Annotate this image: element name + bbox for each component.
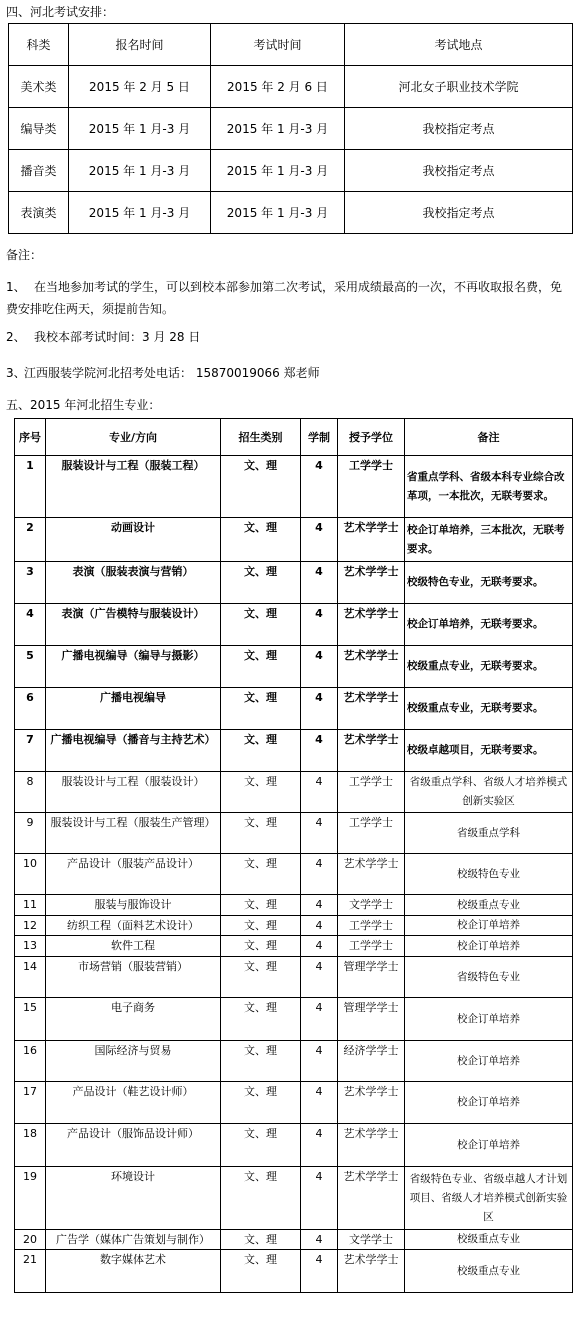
table-row (15, 730, 573, 772)
table-row (9, 66, 573, 108)
table-row (9, 108, 573, 150)
table-cell-type: 文、理 (221, 957, 301, 998)
section5-title: 五、2015 年河北招生专业： (6, 398, 161, 412)
table-row (15, 1250, 573, 1293)
table-cell-type: 文、理 (221, 688, 301, 730)
table-cell: 我校指定考点 (345, 192, 573, 234)
table-cell-type: 文、理 (221, 456, 301, 518)
table-cell-note: 省级重点学科 (405, 813, 573, 854)
table-cell-major: 广播电视编导（播音与主持艺术） (46, 730, 221, 772)
table-cell-major: 国际经济与贸易 (46, 1041, 221, 1082)
table-cell-degree: 艺术学学士 (338, 854, 405, 895)
table-cell-years: 4 (301, 854, 338, 895)
table-cell-years: 4 (301, 772, 338, 813)
table-cell-major: 表演（广告模特与服装设计） (46, 604, 221, 646)
table-cell: 2015 年 2 月 6 日 (211, 66, 345, 108)
table-cell-degree: 艺术学学士 (338, 646, 405, 688)
table-cell-no: 15 (15, 998, 46, 1041)
table-row (15, 957, 573, 998)
table-cell-years: 4 (301, 688, 338, 730)
table-cell-years: 4 (301, 730, 338, 772)
table-row (15, 1041, 573, 1082)
table-cell-no: 19 (15, 1167, 46, 1230)
table-row (15, 562, 573, 604)
table-cell-degree: 工学学士 (338, 456, 405, 518)
table-cell: 美术类 (9, 66, 69, 108)
note-number: 2、 (6, 330, 26, 344)
table-cell-degree: 艺术学学士 (338, 1124, 405, 1167)
table-cell-type: 文、理 (221, 1041, 301, 1082)
table-cell-note: 校企订单培养 (405, 998, 573, 1041)
table-cell-years: 4 (301, 895, 338, 916)
table-header-row (9, 24, 573, 66)
table-cell-degree: 艺术学学士 (338, 1167, 405, 1230)
table-cell-major: 广播电视编导（编导与摄影） (46, 646, 221, 688)
table-cell-no: 1 (15, 456, 46, 518)
table-cell-note: 校级特色专业，无联考要求。 (405, 562, 573, 604)
column-header: 科类 (9, 24, 69, 66)
table-row (15, 895, 573, 916)
table-cell-major: 服装设计与工程（服装生产管理） (46, 813, 221, 854)
table-cell-years: 4 (301, 1124, 338, 1167)
table-cell-note: 省级重点学科、省级人才培养模式创新实验区 (405, 772, 573, 813)
table-cell-no: 9 (15, 813, 46, 854)
table-cell-degree: 工学学士 (338, 813, 405, 854)
table-cell-major: 产品设计（服装产品设计） (46, 854, 221, 895)
table-cell-note: 校级重点专业 (405, 1250, 573, 1293)
table-cell-years: 4 (301, 813, 338, 854)
table-cell-degree: 艺术学学士 (338, 1250, 405, 1293)
table-cell-years: 4 (301, 518, 338, 562)
table-row (15, 916, 573, 936)
table-cell-type: 文、理 (221, 1124, 301, 1167)
table-cell-no: 3 (15, 562, 46, 604)
table-cell-type: 文、理 (221, 1230, 301, 1250)
table-cell-years: 4 (301, 456, 338, 518)
table-cell-degree: 经济学学士 (338, 1041, 405, 1082)
table-cell-degree: 工学学士 (338, 936, 405, 957)
table-cell-type: 文、理 (221, 916, 301, 936)
table-cell-note: 校级特色专业 (405, 854, 573, 895)
table-cell-no: 4 (15, 604, 46, 646)
table-cell-note: 校企订单培养，三本批次，无联考要求。 (405, 518, 573, 562)
table-cell-major: 广告学（媒体广告策划与制作） (46, 1230, 221, 1250)
table-cell-no: 21 (15, 1250, 46, 1293)
column-header: 招生类别 (221, 419, 301, 456)
table-cell-note: 省重点学科、省级本科专业综合改革项，一本批次，无联考要求。 (405, 456, 573, 518)
table-row (15, 518, 573, 562)
table-row (15, 1230, 573, 1250)
table-cell-years: 4 (301, 998, 338, 1041)
table-cell-major: 服装设计与工程（服装工程） (46, 456, 221, 518)
table-cell-degree: 艺术学学士 (338, 688, 405, 730)
notes-title: 备注： (6, 248, 43, 262)
table-cell-type: 文、理 (221, 895, 301, 916)
table-cell-degree: 艺术学学士 (338, 604, 405, 646)
table-cell-type: 文、理 (221, 772, 301, 813)
table-cell-type: 文、理 (221, 998, 301, 1041)
table-cell-major: 产品设计（鞋艺设计师） (46, 1082, 221, 1124)
table-cell-note: 校企订单培养 (405, 1082, 573, 1124)
table-cell-note: 校企订单培养 (405, 1041, 573, 1082)
table-cell-degree: 艺术学学士 (338, 730, 405, 772)
table-cell-major: 服装与服饰设计 (46, 895, 221, 916)
table-cell: 2015 年 1 月-3 月 (211, 150, 345, 192)
table-cell-type: 文、理 (221, 646, 301, 688)
table-cell-type: 文、理 (221, 1167, 301, 1230)
table-cell-degree: 工学学士 (338, 772, 405, 813)
table-cell-years: 4 (301, 916, 338, 936)
column-header: 序号 (15, 419, 46, 456)
majors-table (14, 418, 573, 1293)
table-cell-no: 6 (15, 688, 46, 730)
note-item-2 (6, 326, 570, 348)
table-cell-degree: 艺术学学士 (338, 518, 405, 562)
table-cell-years: 4 (301, 1041, 338, 1082)
table-cell-major: 服装设计与工程（服装设计） (46, 772, 221, 813)
section4-title: 四、河北考试安排： (6, 5, 115, 19)
table-cell-degree: 艺术学学士 (338, 562, 405, 604)
table-cell: 2015 年 1 月-3 月 (69, 150, 211, 192)
table-row (9, 150, 573, 192)
table-cell: 2015 年 1 月-3 月 (69, 192, 211, 234)
table-cell-no: 7 (15, 730, 46, 772)
table-cell-years: 4 (301, 604, 338, 646)
table-cell-major: 数字媒体艺术 (46, 1250, 221, 1293)
note-number: 3、 (6, 366, 26, 380)
table-cell-years: 4 (301, 936, 338, 957)
column-header: 备注 (405, 419, 573, 456)
table-cell-note: 校级卓越项目，无联考要求。 (405, 730, 573, 772)
note-number: 1、 (6, 280, 26, 294)
note-item-1 (6, 276, 570, 320)
table-row (9, 192, 573, 234)
table-cell-degree: 文学学士 (338, 895, 405, 916)
table-cell-degree: 文学学士 (338, 1230, 405, 1250)
table-cell-major: 软件工程 (46, 936, 221, 957)
note-text: 江西服装学院河北招考处电话： 15870019066 郑老师 (24, 366, 320, 380)
table-row (15, 1124, 573, 1167)
table-cell-no: 16 (15, 1041, 46, 1082)
table-cell-major: 市场营销（服装营销） (46, 957, 221, 998)
table-cell-note: 校级重点专业，无联考要求。 (405, 688, 573, 730)
note-text: 在当地参加考试的学生，可以到校本部参加第二次考试，采用成绩最高的一次，不再收取报名费，免费安排吃住两天，须提前告知。 (6, 280, 563, 316)
table-cell-years: 4 (301, 1167, 338, 1230)
table-cell-note: 校企订单培养 (405, 936, 573, 957)
table-cell-major: 广播电视编导 (46, 688, 221, 730)
table-cell-degree: 管理学学士 (338, 998, 405, 1041)
table-row (15, 813, 573, 854)
table-cell: 2015 年 1 月-3 月 (69, 108, 211, 150)
table-row (15, 1082, 573, 1124)
table-cell-no: 13 (15, 936, 46, 957)
table-cell: 表演类 (9, 192, 69, 234)
table-cell-major: 产品设计（服饰品设计师） (46, 1124, 221, 1167)
table-cell: 我校指定考点 (345, 150, 573, 192)
table-cell: 我校指定考点 (345, 108, 573, 150)
table-cell-note: 校企订单培养 (405, 916, 573, 936)
table-cell-years: 4 (301, 1082, 338, 1124)
table-cell-type: 文、理 (221, 604, 301, 646)
table-cell-major: 环境设计 (46, 1167, 221, 1230)
table-cell-no: 5 (15, 646, 46, 688)
table-cell-major: 电子商务 (46, 998, 221, 1041)
table-cell-years: 4 (301, 646, 338, 688)
table-cell: 2015 年 1 月-3 月 (211, 108, 345, 150)
table-cell-degree: 管理学学士 (338, 957, 405, 998)
table-cell-degree: 工学学士 (338, 916, 405, 936)
table-cell-no: 2 (15, 518, 46, 562)
table-cell-note: 校级重点专业 (405, 895, 573, 916)
table-cell-note: 校级重点专业 (405, 1230, 573, 1250)
table-row (15, 936, 573, 957)
table-cell-note: 校企订单培养 (405, 1124, 573, 1167)
table-row (15, 456, 573, 518)
note-item-3 (6, 362, 570, 384)
table-row (15, 854, 573, 895)
table-cell-no: 17 (15, 1082, 46, 1124)
table-cell-note: 校级重点专业，无联考要求。 (405, 646, 573, 688)
table-cell-type: 文、理 (221, 854, 301, 895)
table-cell-no: 18 (15, 1124, 46, 1167)
table-header-row (15, 419, 573, 456)
table-cell: 播音类 (9, 150, 69, 192)
table-cell: 河北女子职业技术学院 (345, 66, 573, 108)
table-cell-no: 14 (15, 957, 46, 998)
table-row (15, 688, 573, 730)
table-cell-type: 文、理 (221, 1250, 301, 1293)
table-cell-type: 文、理 (221, 813, 301, 854)
table-row (15, 772, 573, 813)
table-cell-type: 文、理 (221, 1082, 301, 1124)
table-cell: 编导类 (9, 108, 69, 150)
table-row (15, 646, 573, 688)
table-cell-type: 文、理 (221, 936, 301, 957)
table-cell-note: 校企订单培养，无联考要求。 (405, 604, 573, 646)
table-cell-no: 10 (15, 854, 46, 895)
table-cell-no: 11 (15, 895, 46, 916)
table-cell-years: 4 (301, 562, 338, 604)
table-cell: 2015 年 2 月 5 日 (69, 66, 211, 108)
column-header: 学制 (301, 419, 338, 456)
table-row (15, 1167, 573, 1230)
table-cell-no: 20 (15, 1230, 46, 1250)
exam-schedule-table (8, 23, 573, 234)
table-cell-degree: 艺术学学士 (338, 1082, 405, 1124)
table-cell-years: 4 (301, 1230, 338, 1250)
table-cell-type: 文、理 (221, 518, 301, 562)
column-header: 考试时间 (211, 24, 345, 66)
column-header: 考试地点 (345, 24, 573, 66)
table-cell-years: 4 (301, 1250, 338, 1293)
table-row (15, 998, 573, 1041)
table-cell-major: 纺织工程（面料艺术设计） (46, 916, 221, 936)
column-header: 专业/方向 (46, 419, 221, 456)
table-cell-type: 文、理 (221, 730, 301, 772)
table-cell-years: 4 (301, 957, 338, 998)
table-cell-note: 省级特色专业、省级卓越人才计划项目、省级人才培养模式创新实验区 (405, 1167, 573, 1230)
column-header: 报名时间 (69, 24, 211, 66)
table-cell: 2015 年 1 月-3 月 (211, 192, 345, 234)
table-row (15, 604, 573, 646)
table-cell-note: 省级特色专业 (405, 957, 573, 998)
note-text: 我校本部考试时间：3 月 28 日 (34, 330, 201, 344)
table-cell-major: 表演（服装表演与营销） (46, 562, 221, 604)
table-cell-no: 8 (15, 772, 46, 813)
table-cell-type: 文、理 (221, 562, 301, 604)
table-cell-major: 动画设计 (46, 518, 221, 562)
table-cell-no: 12 (15, 916, 46, 936)
column-header: 授予学位 (338, 419, 405, 456)
